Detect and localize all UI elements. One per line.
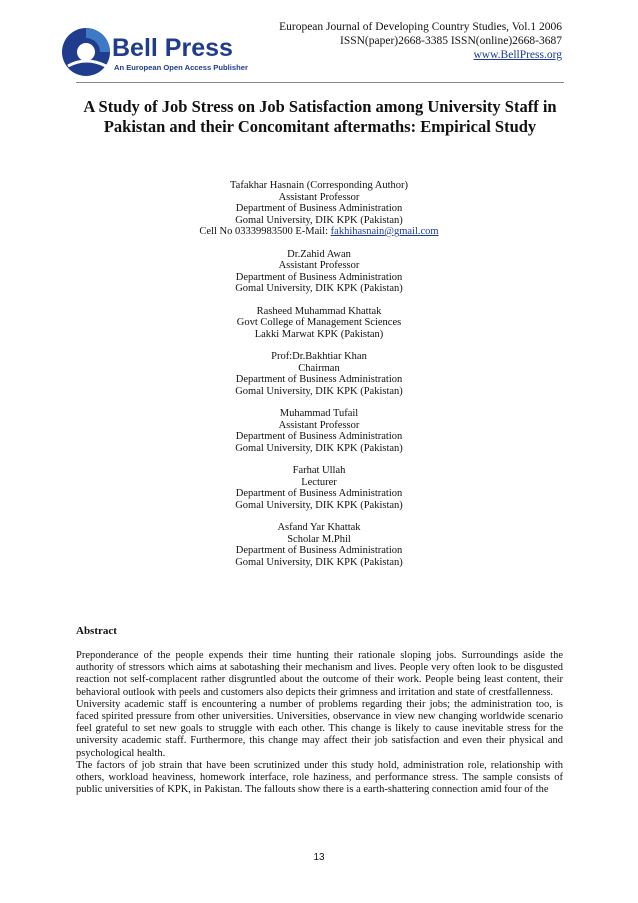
author-name: Tafakhar Hasnain (Corresponding Author): [229, 180, 408, 191]
author-affiliation-line: Department of Business Administration: [235, 203, 403, 214]
journal-website-link[interactable]: www.BellPress.org: [473, 49, 562, 61]
abstract-paragraph: The factors of job strain that have been scrutinized under this study hold, administration role, relationship with others, workload heaviness, homework interface, role haziness, and performance stress. The sample consists of public universities of KPK, in Pakistan. The fallouts show there is a earth-shattering connection amid four of the: [76, 759, 563, 796]
author-affiliation-line: Assistant Professor: [278, 191, 360, 203]
author-block: [76, 249, 562, 295]
author-affiliation-line: Department of Business Administration: [235, 431, 403, 442]
author-email-link[interactable]: fakhihasnain@gmail.com: [330, 226, 439, 237]
author-block: [76, 306, 562, 341]
contact-prefix: Cell No 03339983500 E-Mail:: [199, 226, 331, 237]
author-name: Farhat Ullah: [292, 465, 346, 476]
author-block: [76, 351, 562, 397]
author-name: Asfand Yar Khattak: [277, 522, 361, 533]
logo-name: Bell Press: [112, 34, 233, 62]
journal-info: [232, 20, 562, 62]
author-name: Muhammad Tufail: [279, 408, 359, 419]
author-block: [76, 180, 562, 238]
author-affiliation-line: Gomal University, DIK KPK (Pakistan): [235, 283, 403, 294]
author-affiliation-line: Gomal University, DIK KPK (Pakistan): [235, 385, 403, 397]
author-affiliation-line: Department of Business Administration: [235, 488, 403, 499]
author-affiliation-line: Department of Business Administration: [235, 545, 403, 556]
author-affiliation-line: Govt College of Management Sciences: [236, 317, 402, 328]
author-list: [76, 180, 562, 579]
author-name: Rasheed Muhammad Khattak: [256, 305, 382, 317]
page-number: 13: [313, 852, 325, 863]
author-affiliation-line: Department of Business Administration: [235, 374, 403, 385]
abstract-body: [76, 650, 563, 796]
author-affiliation-line: Scholar M.Phil: [287, 533, 351, 545]
author-affiliation-line: Department of Business Administration: [235, 271, 403, 283]
author-affiliation-line: Gomal University, DIK KPK (Pakistan): [235, 442, 403, 454]
author-block: [76, 522, 562, 568]
author-affiliation-line: Assistant Professor: [278, 260, 360, 271]
abstract-paragraph: Preponderance of the people expends their time hunting their rationale sloping jobs. Surroundings aside the authority of stressors which aims at sabotashing their mechanism and lives. People very often look to be disgusted reaction not self-complacent rather disgruntled about the outcome of their work. People being least content, their behavioral outlook with peels and customers also depicts their grimness and irritation and state of crestfallenness.: [76, 650, 563, 698]
author-affiliation-line: Gomal University, DIK KPK (Pakistan): [235, 556, 403, 568]
author-block: [76, 408, 562, 454]
logo-tagline: An European Open Access Publisher: [114, 63, 248, 72]
author-block: [76, 465, 562, 511]
author-contact: [76, 226, 562, 238]
author-affiliation-line: Chairman: [298, 362, 340, 374]
abstract-paragraph: University academic staff is encountering a number of problems regarding their jobs; the administration too, is faced spirited pressure from other universities. Universities, observance in view new changing worldwide scenario feel grateful to set new goals to struggle with each other. This change is likely to cause inevitable stress for the university academic staff. Furthermore, this change may affect their job satisfaction and even their physical and psychological health.: [76, 698, 563, 759]
author-affiliation-line: Gomal University, DIK KPK (Pakistan): [235, 214, 403, 226]
journal-citation: European Journal of Developing Country Studies, Vol.1 2006: [279, 21, 562, 33]
page-header: [0, 0, 638, 90]
header-divider: [76, 82, 564, 83]
abstract-heading: Abstract: [76, 625, 117, 637]
author-name: Prof:Dr.Bakhtiar Khan: [271, 351, 367, 362]
journal-issn: ISSN(paper)2668-3385 ISSN(online)2668-3687: [340, 35, 562, 47]
paper-title: A Study of Job Stress on Job Satisfaction among University Staff in Pakistan and their Concomitant aftermaths: Empirical Study: [83, 97, 557, 136]
author-affiliation-line: Assistant Professor: [278, 419, 360, 431]
logo-emblem-icon: [62, 28, 110, 76]
bell-press-logo: [60, 22, 260, 82]
author-name: Dr.Zahid Awan: [287, 248, 351, 260]
author-affiliation-line: Lakki Marwat KPK (Pakistan): [254, 328, 384, 340]
author-affiliation-line: Lecturer: [301, 476, 337, 488]
author-affiliation-line: Gomal University, DIK KPK (Pakistan): [235, 499, 403, 511]
